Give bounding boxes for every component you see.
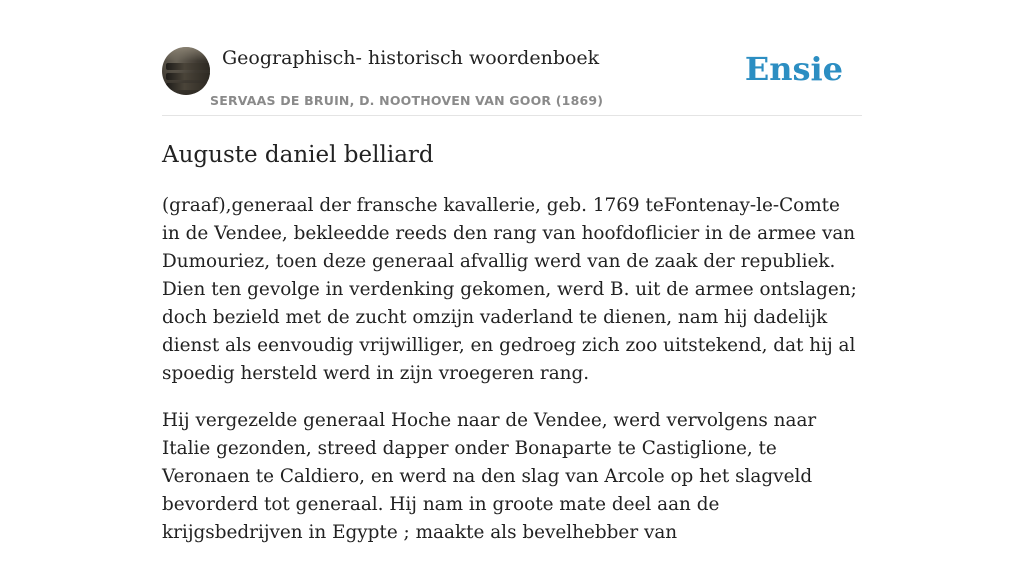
book-spine — [166, 83, 210, 90]
book-authors: SERVAAS DE BRUIN, D. NOOTHOVEN VAN GOOR (1869) — [210, 93, 604, 108]
entry-paragraph: (graaf),generaal der fransche kavallerie, geb. 1769 teFontenay-le-Comte in de Vendee, bekleedde reeds den rang van hoofdoflicier in de armee van Dumouriez, toen deze generaal afvallig werd van de zaak der republiek. Dien ten gevolge in verdenking gekomen, werd B. uit de armee ontslagen; doch bezield met de zucht omzijn vaderland te dienen, nam hij dadelijk dienst als eenvoudig vrijwilliger, en gedroeg zich zoo uitstekend, dat hij al spoedig hersteld werd in zijn vroegeren rang. — [162, 195, 857, 384]
book-title-link[interactable]: Geographisch- historisch woordenboek — [222, 47, 600, 69]
avatar-highlight — [162, 47, 210, 61]
ensie-logo-link[interactable]: Ensie — [744, 50, 843, 88]
header — [162, 0, 862, 116]
entry-paragraph: Hij vergezelde generaal Hoche naar de Vendee, werd vervolgens naar Italie gezonden, streed dapper onder Bonaparte te Castiglione, te Veronaen te Caldiero, en werd na den slag van Arcole op het slagveld bevorderd tot generaal. Hij nam in groote mate deel aan de krijgsbedrijven in Egypte ; maakte als bevelhebber van — [162, 410, 817, 543]
page — [162, 0, 862, 543]
entry-content — [162, 192, 862, 566]
book-spine — [166, 63, 210, 70]
book-spine — [166, 73, 210, 80]
entry-title: Auguste daniel belliard — [162, 142, 434, 168]
book-stack-icon[interactable] — [162, 47, 210, 95]
